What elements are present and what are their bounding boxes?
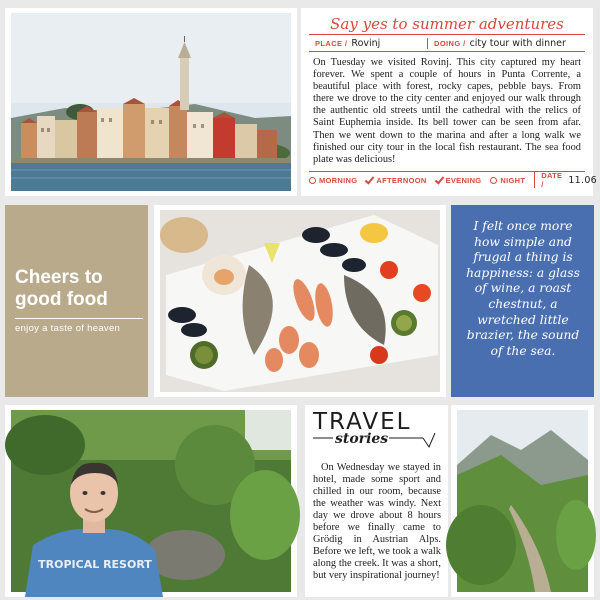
time-afternoon-label: AFTERNOON <box>376 175 427 185</box>
photo-mountain-trail <box>451 405 594 597</box>
time-evening <box>436 176 482 185</box>
time-morning-label: MORNING <box>319 175 358 185</box>
journal-meta-row <box>309 35 585 52</box>
time-afternoon <box>366 176 426 185</box>
date-field <box>534 172 597 188</box>
night-circle-icon <box>490 177 497 184</box>
cheers-card <box>5 205 148 397</box>
time-night <box>490 176 525 185</box>
travel-body: On Wednesday we stayed in hotel, made some sport and chilled in our room, because the weather was windy. Next day we drove about 8 hours before we finally came to Grödig in Austrian Alps. Before we left, we took a walk along the creek. It was a short, but very inspirational journey! <box>313 462 441 581</box>
place-label: PLACE / <box>315 38 348 48</box>
journal-footer <box>309 171 598 189</box>
time-morning <box>309 176 357 185</box>
doing-label: DOING / <box>434 38 466 48</box>
cheers-divider <box>15 318 143 319</box>
time-night-label: NIGHT <box>500 175 526 185</box>
doing-field <box>428 38 566 49</box>
time-evening-label: EVENING <box>445 175 482 185</box>
doing-value: city tour with dinner <box>469 37 566 49</box>
date-value: 11.06 <box>568 174 598 186</box>
photo-seafood-plate <box>154 205 446 397</box>
photo-rovinj <box>5 8 297 196</box>
journal-body: On Tuesday we visited Rovinj. This city captured my heart forever. We spent a couple of hours in Punta Corrente, a beautiful place with forest, rocky capes, pebble bays. From there we drove to the city center and enjoyed our walk through the authentic old streets until the cathedral with the relics of Saint Euphemia inside. Its bell tower can be seen from afar. Then we went down to the marina and after a long walk we finished our city tour in the local fish restaurant. The sea food plate was delicious! <box>313 57 581 165</box>
journal-title: Say yes to summer adventures <box>330 15 564 33</box>
evening-check-icon <box>436 177 443 184</box>
travel-title: TRAVEL <box>313 409 412 435</box>
journal-card <box>301 8 598 196</box>
cheers-title: Cheers to good food <box>15 267 108 310</box>
morning-circle-icon <box>309 177 316 184</box>
travel-subtitle: stories <box>335 431 389 447</box>
cheers-subtitle: enjoy a taste of heaven <box>15 323 121 334</box>
travel-card <box>305 405 448 597</box>
shirt-print: TROPICAL RESORT <box>38 558 152 571</box>
date-label: DATE / <box>541 171 563 189</box>
place-field <box>309 38 428 49</box>
quote-card <box>451 205 594 397</box>
photo-man-forest <box>5 405 297 597</box>
quote-text: I felt once more how simple and frugal a thing is happiness: a glass of wine, a roast chestnut, a wretched little brazier, the sound of the sea. <box>466 219 580 358</box>
place-value: Rovinj <box>351 37 381 49</box>
afternoon-check-icon <box>366 177 373 184</box>
